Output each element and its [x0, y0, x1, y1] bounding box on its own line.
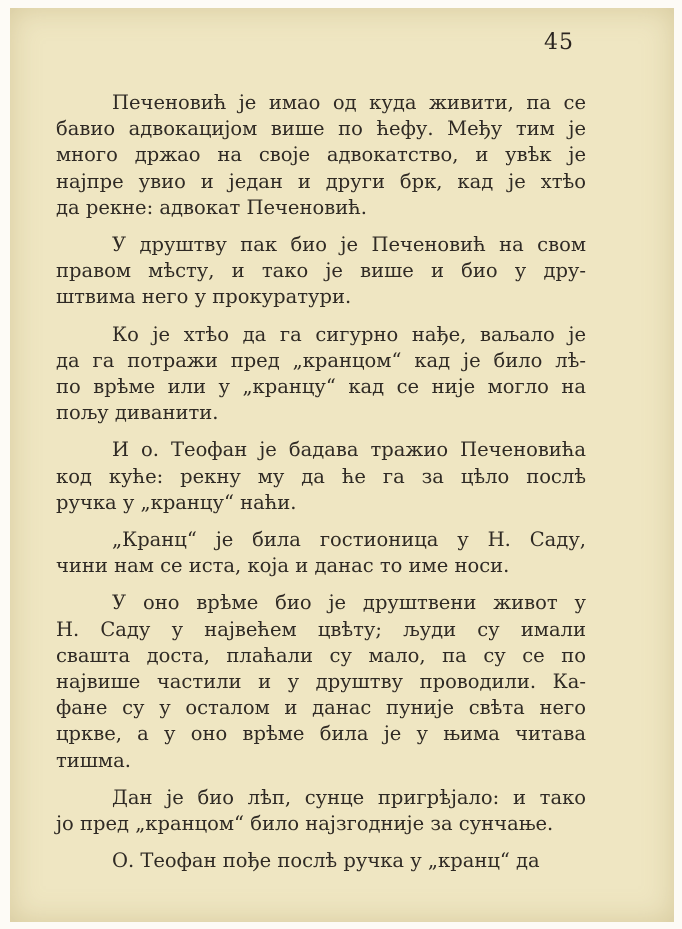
text-line: тишма.	[56, 748, 131, 772]
text-line: највише частили и у друштву проводили. Ка-	[56, 670, 586, 694]
text-line: пољу диванити.	[56, 401, 219, 425]
text-line: У друштву пак био је Печеновић на свом	[112, 233, 586, 257]
text-line: свашта доста, плаћали су мало, па су се по	[56, 643, 586, 667]
text-line: цркве, а у оно врѣме била је у њима читава	[56, 722, 586, 746]
paragraph	[56, 90, 586, 221]
text-line: ручка у „кранцу“ наћи.	[56, 490, 297, 514]
text-line: Печеновић је имао од куда живити, па се	[112, 91, 586, 114]
text-line: И о. Теофан је бадава тражио Печеновића	[112, 438, 586, 462]
text-line: У оно врѣме био је друштвени живот у	[112, 591, 586, 615]
text-line: најпре увио и један и други брк, кад је хтѣо	[56, 169, 586, 193]
body-text	[56, 90, 586, 885]
text-line: штвима него у прокуратури.	[56, 285, 352, 309]
paragraph	[56, 848, 586, 874]
text-line: да га потражи пред „кранцом“ кад је било лѣ-	[56, 348, 586, 372]
text-line: правом мѣсту, и тако је више и био у дру-	[56, 259, 586, 283]
text-line: бавио адвокацијом више по ћефу. Међу тим је	[56, 117, 586, 141]
text-line: О. Теофан пође послѣ ручка у „кранц“ да	[112, 849, 540, 873]
paragraph	[56, 232, 586, 311]
page-number: 45	[544, 30, 574, 55]
paragraph	[56, 527, 586, 579]
text-line: чини нам се иста, која и данас то име носи.	[56, 554, 510, 578]
text-line: Дан је био лѣп, сунце пригрѣјало: и тако	[112, 785, 586, 809]
text-line: фане су у осталом и данас пуније свѣта него	[56, 696, 586, 720]
text-line: „Кранц“ је била гостионица у Н. Саду,	[112, 528, 586, 552]
paragraph	[56, 785, 586, 837]
text-line: много држао на своје адвокатство, и увѣк је	[56, 143, 586, 167]
text-line: код куће: рекну му да ће га за цѣло послѣ	[56, 464, 586, 488]
text-line: Н. Саду у највећем цвѣту; људи су имали	[56, 617, 586, 641]
text-line: јо пред „кранцом“ било најзгодније за сунчање.	[56, 812, 554, 836]
paragraph	[56, 437, 586, 516]
paragraph	[56, 590, 586, 773]
book-page	[10, 8, 674, 922]
text-line: да рекне: адвокат Печеновић.	[56, 195, 367, 219]
text-line: по врѣме или у „кранцу“ кад се није могло на	[56, 375, 586, 399]
paragraph	[56, 322, 586, 427]
text-line: Ко је хтѣо да га сигурно нађе, ваљало је	[112, 322, 586, 346]
